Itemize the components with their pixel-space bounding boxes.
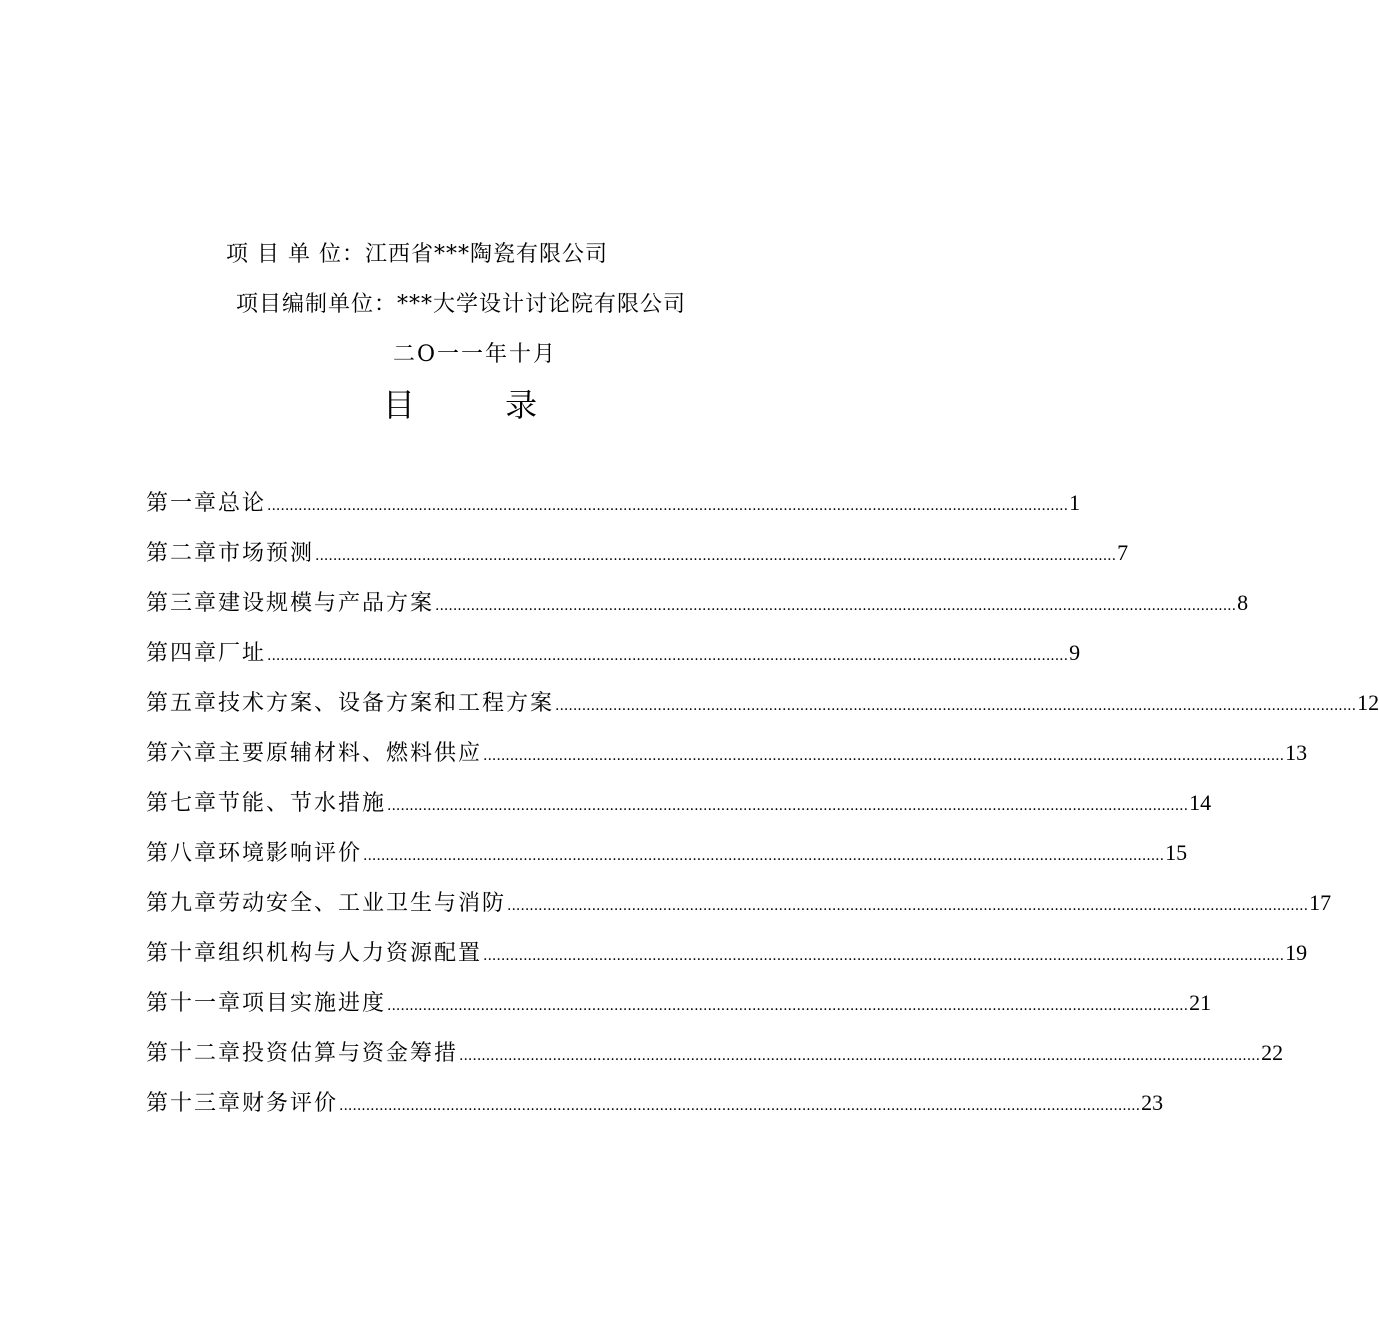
toc-page-number: 8 [1237,590,1249,615]
compiler-unit-value: ***大学设计讨论院有限公司 [397,292,687,317]
toc-page-number: 22 [1261,1040,1284,1065]
toc-entry[interactable] [146,838,1188,868]
toc-entry[interactable] [146,538,1129,568]
toc-dot-leader: .................................................................................................................................................................................... [483,948,1285,964]
toc-chapter-title: 建设规模与产品方案 [218,591,435,616]
toc-page-number: 21 [1189,990,1212,1015]
toc-chapter-title: 环境影响评价 [218,841,363,866]
project-unit-label: 项 目 单 位： [226,242,365,267]
toc-dot-leader: .................................................................................................................................................................................... [267,648,1069,664]
toc-entry[interactable] [146,988,1212,1018]
toc-title: 目 录 [382,386,578,424]
toc-dot-leader: .................................................................................................................................................................................... [363,848,1165,864]
toc-entry[interactable] [146,888,1332,918]
toc-chapter-number: 第十章 [146,941,219,966]
project-unit-line [226,240,608,270]
toc-page-number: 1 [1069,490,1081,515]
toc-entry[interactable] [146,738,1308,768]
toc-dot-leader: .................................................................................................................................................................................... [555,698,1357,714]
toc-chapter-number: 第七章 [146,791,219,816]
toc-chapter-title: 组织机构与人力资源配置 [218,941,483,966]
toc-chapter-title: 总论 [218,491,267,516]
compiler-unit-line [236,290,686,320]
toc-chapter-title: 主要原辅材料、燃料供应 [218,741,483,766]
toc-page-number: 19 [1285,940,1308,965]
toc-chapter-number: 第三章 [146,591,219,616]
toc-chapter-number: 第八章 [146,841,219,866]
toc-chapter-number: 第十三章 [146,1091,243,1116]
toc-chapter-number: 第一章 [146,491,219,516]
compiler-unit-label: 项目编制单位： [236,292,398,317]
toc-chapter-number: 第十二章 [146,1041,243,1066]
toc-dot-leader: .................................................................................................................................................................................... [387,798,1189,814]
toc-chapter-title: 投资估算与资金筹措 [242,1041,459,1066]
toc-chapter-title: 市场预测 [218,541,315,566]
toc-chapter-number: 第十一章 [146,991,243,1016]
toc-dot-leader: .................................................................................................................................................................................... [315,548,1117,564]
toc-page-number: 14 [1189,790,1212,815]
toc-page-number: 23 [1141,1090,1164,1115]
toc-chapter-number: 第二章 [146,541,219,566]
toc-page-number: 9 [1069,640,1081,665]
document-date: 二O一一年十月 [393,342,558,367]
toc-chapter-title: 项目实施进度 [242,991,387,1016]
toc-entry[interactable] [146,638,1081,668]
toc-page-number: 7 [1117,540,1129,565]
toc-entry[interactable] [146,488,1081,518]
toc-entry[interactable] [146,588,1249,618]
toc-dot-leader: .................................................................................................................................................................................... [339,1098,1141,1114]
toc-page-number: 17 [1309,890,1332,915]
toc-entry[interactable] [146,938,1308,968]
toc-page-number: 15 [1165,840,1188,865]
project-unit-value: 江西省***陶瓷有限公司 [364,242,608,267]
toc-entry[interactable] [146,1088,1164,1118]
toc-chapter-title: 厂址 [218,641,267,666]
toc-chapter-number: 第六章 [146,741,219,766]
toc-dot-leader: .................................................................................................................................................................................... [483,748,1285,764]
toc-chapter-title: 财务评价 [242,1091,339,1116]
toc-dot-leader: .................................................................................................................................................................................... [507,898,1309,914]
toc-dot-leader: .................................................................................................................................................................................... [387,998,1189,1014]
toc-chapter-title: 劳动安全、工业卫生与消防 [218,891,507,916]
toc-chapter-title: 技术方案、设备方案和工程方案 [218,691,555,716]
toc-dot-leader: .................................................................................................................................................................................... [459,1048,1261,1064]
toc-page-number: 13 [1285,740,1308,765]
toc-chapter-number: 第五章 [146,691,219,716]
toc-entry[interactable] [146,688,1379,718]
toc-entry[interactable] [146,1038,1284,1068]
toc-entry[interactable] [146,788,1212,818]
toc-chapter-number: 第四章 [146,641,219,666]
toc-chapter-number: 第九章 [146,891,219,916]
toc-chapter-title: 节能、节水措施 [218,791,387,816]
toc-dot-leader: .................................................................................................................................................................................... [267,498,1069,514]
toc-dot-leader: .................................................................................................................................................................................... [435,598,1237,614]
toc-page-number: 12 [1357,690,1379,715]
